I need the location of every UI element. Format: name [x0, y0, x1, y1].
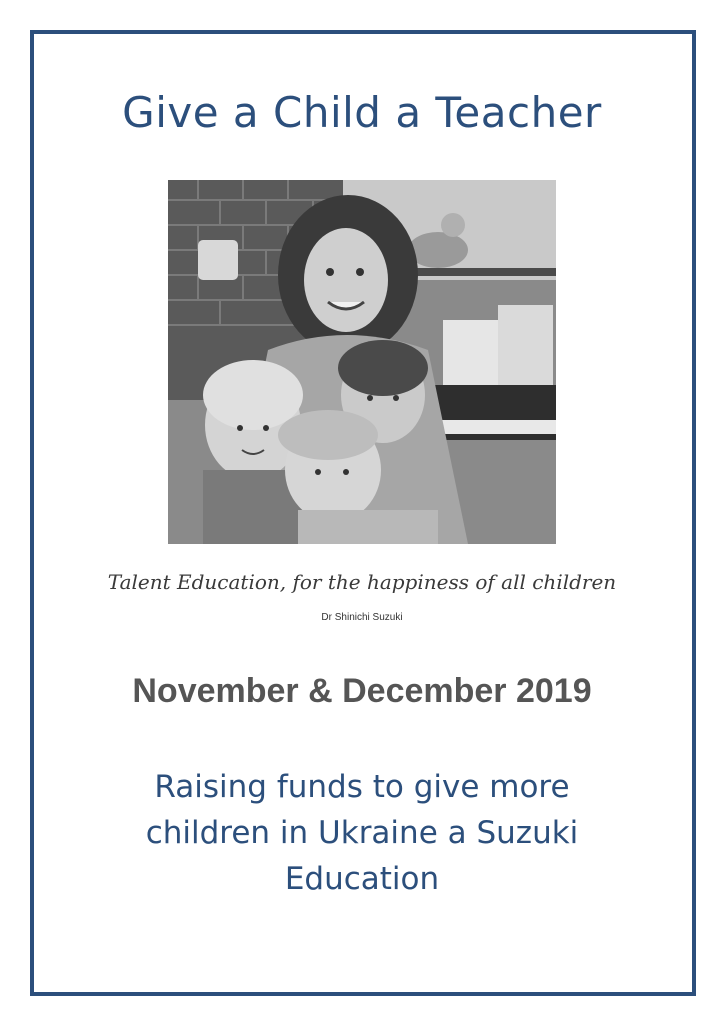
- suzuki-quote: Talent Education, for the happiness of all children: [107, 570, 617, 594]
- teacher-children-photo: [168, 180, 556, 544]
- fundraising-mission: Raising funds to give more children in Ukraine a Suzuki Education: [145, 769, 579, 897]
- event-dates: November & December 2019: [132, 672, 592, 710]
- poster-title: Give a Child a Teacher: [122, 88, 602, 137]
- quote-attribution: Dr Shinichi Suzuki: [321, 612, 403, 623]
